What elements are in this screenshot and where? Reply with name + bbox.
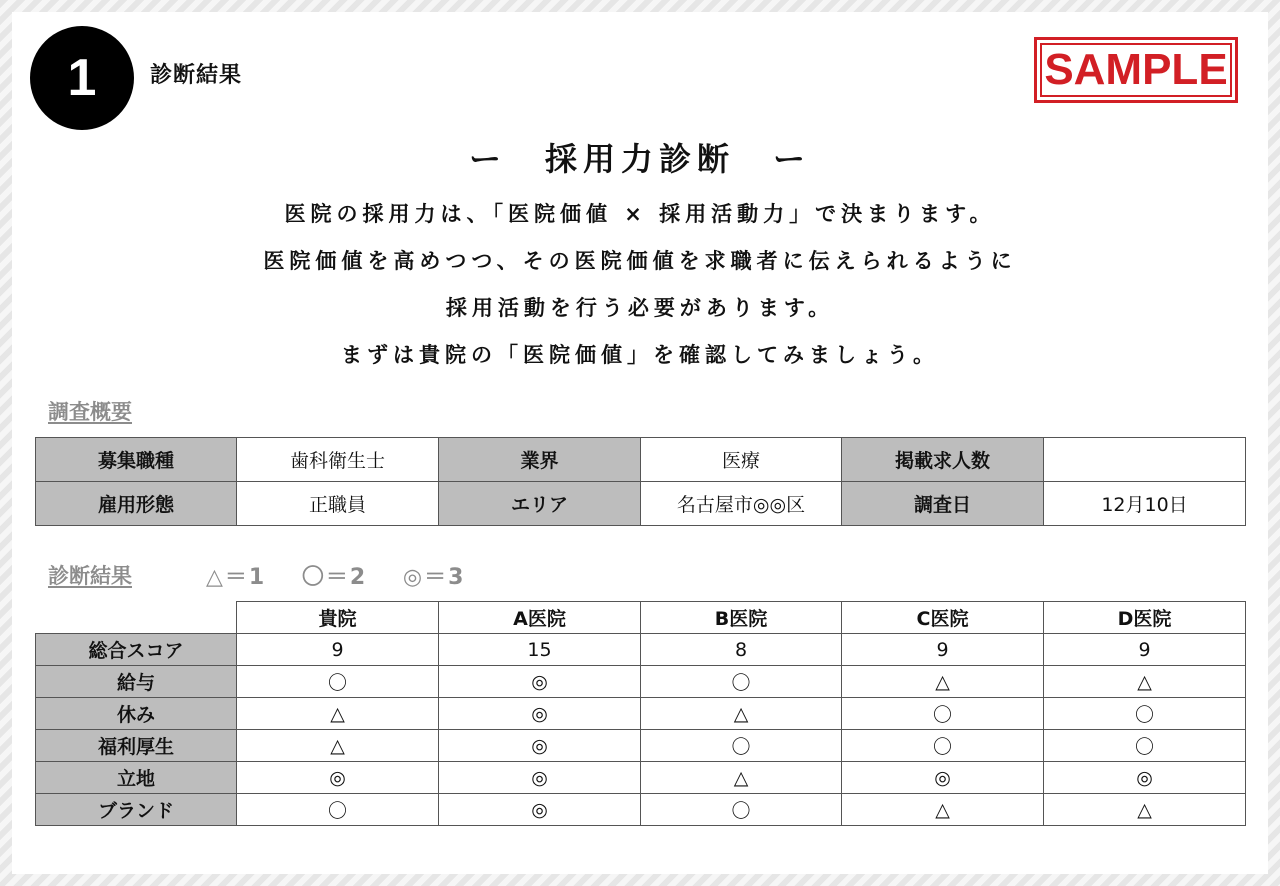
row-label: 立地 [36, 762, 237, 794]
overview-label: 業界 [439, 438, 641, 482]
score-cell: ◎ [842, 762, 1044, 794]
overview-label: 調査日 [842, 482, 1044, 526]
score-cell: △ [842, 666, 1044, 698]
overview-value: 歯科衛生士 [237, 438, 439, 482]
intro-text [0, 196, 1280, 384]
row-label: ブランド [36, 794, 237, 826]
table-row [36, 794, 1246, 826]
overview-label: 雇用形態 [36, 482, 237, 526]
score-legend [206, 560, 491, 591]
section-number-badge [30, 26, 134, 130]
row-label: 休み [36, 698, 237, 730]
overview-value: 名古屋市◎◎区 [641, 482, 842, 526]
overview-label: 募集職種 [36, 438, 237, 482]
score-cell: 〇 [1044, 730, 1246, 762]
score-cell: ◎ [439, 794, 641, 826]
score-cell: ◎ [439, 666, 641, 698]
score-cell: △ [641, 762, 842, 794]
score-cell: △ [1044, 794, 1246, 826]
overview-value: 12月10日 [1044, 482, 1246, 526]
score-cell: 〇 [1044, 698, 1246, 730]
score-cell: 〇 [842, 730, 1044, 762]
score-cell: △ [237, 698, 439, 730]
row-label: 福利厚生 [36, 730, 237, 762]
column-header: C医院 [842, 602, 1044, 634]
intro-line: まずは貴院の「医院価値」を確認してみましょう。 [341, 343, 939, 367]
section-label: 診断結果 [150, 63, 243, 88]
column-header: B医院 [641, 602, 842, 634]
table-row [36, 438, 1246, 482]
table-row [36, 666, 1246, 698]
score-cell: 〇 [842, 698, 1044, 730]
column-header: D医院 [1044, 602, 1246, 634]
page-title: ー 採用力診断 ー [468, 140, 811, 178]
score-cell: 〇 [237, 666, 439, 698]
sample-stamp [1034, 37, 1238, 103]
score-cell: △ [842, 794, 1044, 826]
score-cell: ◎ [439, 730, 641, 762]
section-number: 1 [67, 49, 97, 107]
overview-table [35, 437, 1246, 526]
score-cell: △ [641, 698, 842, 730]
score-cell: ◎ [1044, 762, 1246, 794]
header-blank-cell [36, 602, 237, 634]
intro-line: 採用活動を行う必要があります。 [445, 296, 835, 320]
legend-item: ◎＝3 [402, 565, 466, 590]
row-label: 給与 [36, 666, 237, 698]
score-cell: ◎ [237, 762, 439, 794]
table-row [36, 634, 1246, 666]
score-cell: 〇 [641, 666, 842, 698]
results-table [35, 601, 1246, 826]
row-label: 総合スコア [36, 634, 237, 666]
legend-item: 〇＝2 [301, 565, 368, 590]
score-cell: 〇 [641, 794, 842, 826]
legend-item: △＝1 [206, 565, 267, 590]
overview-value [1044, 438, 1246, 482]
results-heading: 診断結果 [48, 564, 132, 588]
score-cell: 9 [237, 634, 439, 666]
column-header: 貴院 [237, 602, 439, 634]
overview-heading: 調査概要 [48, 400, 132, 424]
intro-line: 医院の採用力は、「医院価値 × 採用活動力」で決まります。 [284, 202, 996, 226]
score-cell: 9 [1044, 634, 1246, 666]
score-cell: ◎ [439, 762, 641, 794]
sample-stamp-text: SAMPLE [1040, 43, 1232, 97]
score-cell: 〇 [237, 794, 439, 826]
score-cell: △ [1044, 666, 1246, 698]
table-header-row [36, 602, 1246, 634]
table-row [36, 482, 1246, 526]
score-cell: 15 [439, 634, 641, 666]
score-cell: ◎ [439, 698, 641, 730]
intro-line: 医院価値を高めつつ、その医院価値を求職者に伝えられるように [263, 249, 1017, 273]
table-row [36, 730, 1246, 762]
score-cell: △ [237, 730, 439, 762]
score-cell: 9 [842, 634, 1044, 666]
overview-label: エリア [439, 482, 641, 526]
table-row [36, 698, 1246, 730]
overview-value: 正職員 [237, 482, 439, 526]
overview-value: 医療 [641, 438, 842, 482]
table-row [36, 762, 1246, 794]
score-cell: 〇 [641, 730, 842, 762]
overview-label: 掲載求人数 [842, 438, 1044, 482]
score-cell: 8 [641, 634, 842, 666]
column-header: A医院 [439, 602, 641, 634]
